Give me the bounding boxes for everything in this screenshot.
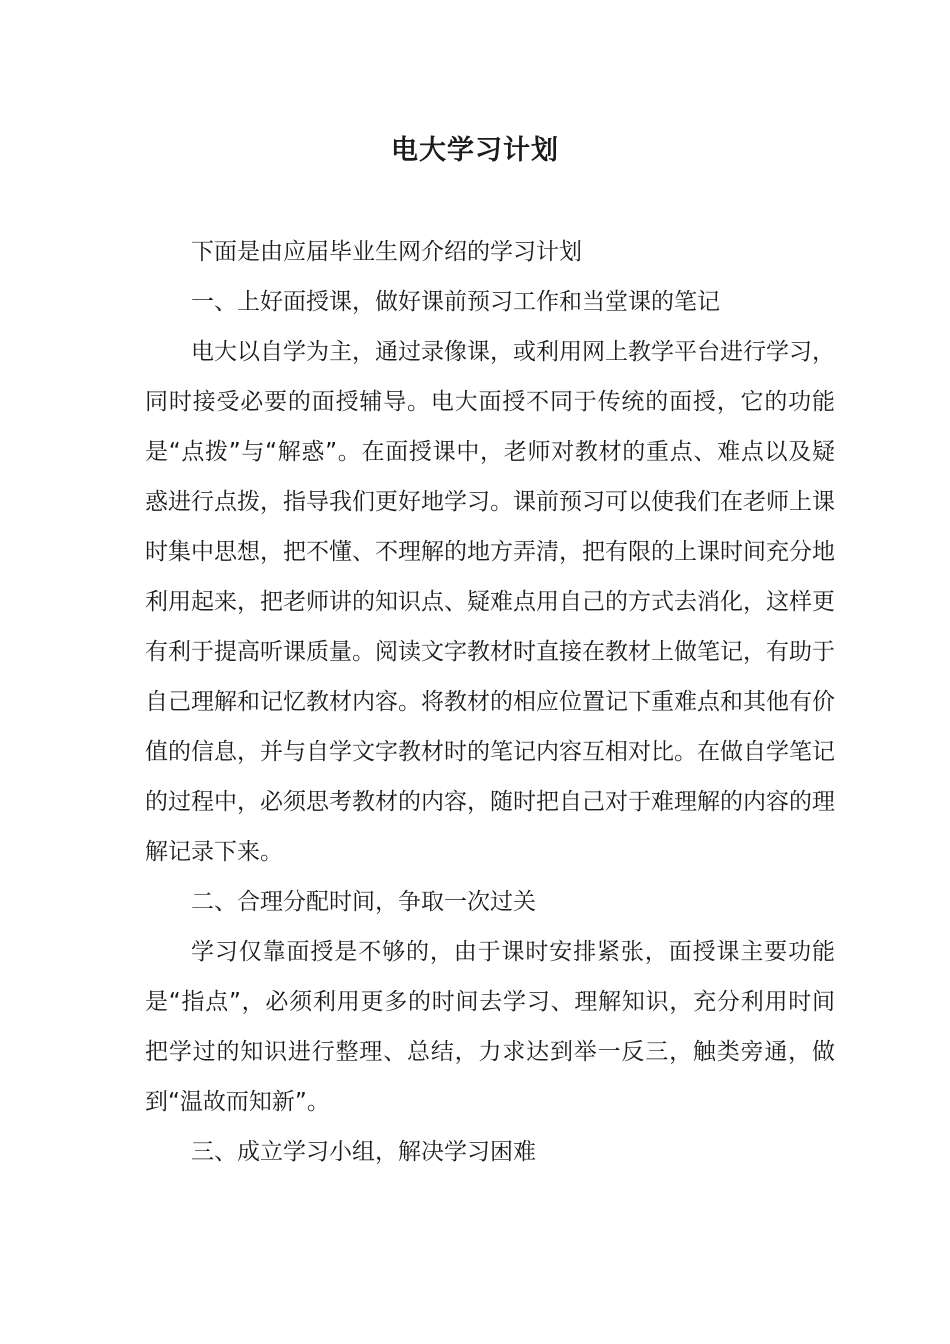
section-2-paragraph: 学习仅靠面授是不够的，由于课时安排紧张，面授课主要功能是“指点”，必须利用更多的时间去学习、理解知识，充分利用时间把学过的知识进行整理、总结，力求达到举一反三，触类旁通，做到“温故而知新”。 (145, 939, 835, 1115)
section-heading-1: 一、上好面授课，做好课前预习工作和当堂课的笔记 (191, 289, 720, 315)
intro-paragraph: 下面是由应届毕业生网介绍的学习计划 (191, 239, 582, 265)
section-heading-3: 三、成立学习小组，解决学习困难 (191, 1139, 536, 1165)
document-title: 电大学习计划 (391, 135, 559, 166)
section-heading-2: 二、合理分配时间，争取一次过关 (191, 889, 536, 915)
section-1-paragraph: 电大以自学为主，通过录像课，或利用网上教学平台进行学习，同时接受必要的面授辅导。电大面授不同于传统的面授，它的功能是“点拨”与“解惑”。在面授课中，老师对教材的重点、难点以及疑惑进行点拨，指导我们更好地学习。课前预习可以使我们在老师上课时集中思想，把不懂、不理解的地方弄清，把有限的上课时间充分地利用起来，把老师讲的知识点、疑难点用自己的方式去消化，这样更有利于提高听课质量。阅读文字教材时直接在教材上做笔记，有助于自己理解和记忆教材内容。将教材的相应位置记下重难点和其他有价值的信息，并与自学文字教材时的笔记内容互相对比。在做自学笔记的过程中，必须思考教材的内容，随时把自己对于难理解的内容的理解记录下来。 (145, 339, 835, 865)
document-body (145, 227, 835, 1177)
